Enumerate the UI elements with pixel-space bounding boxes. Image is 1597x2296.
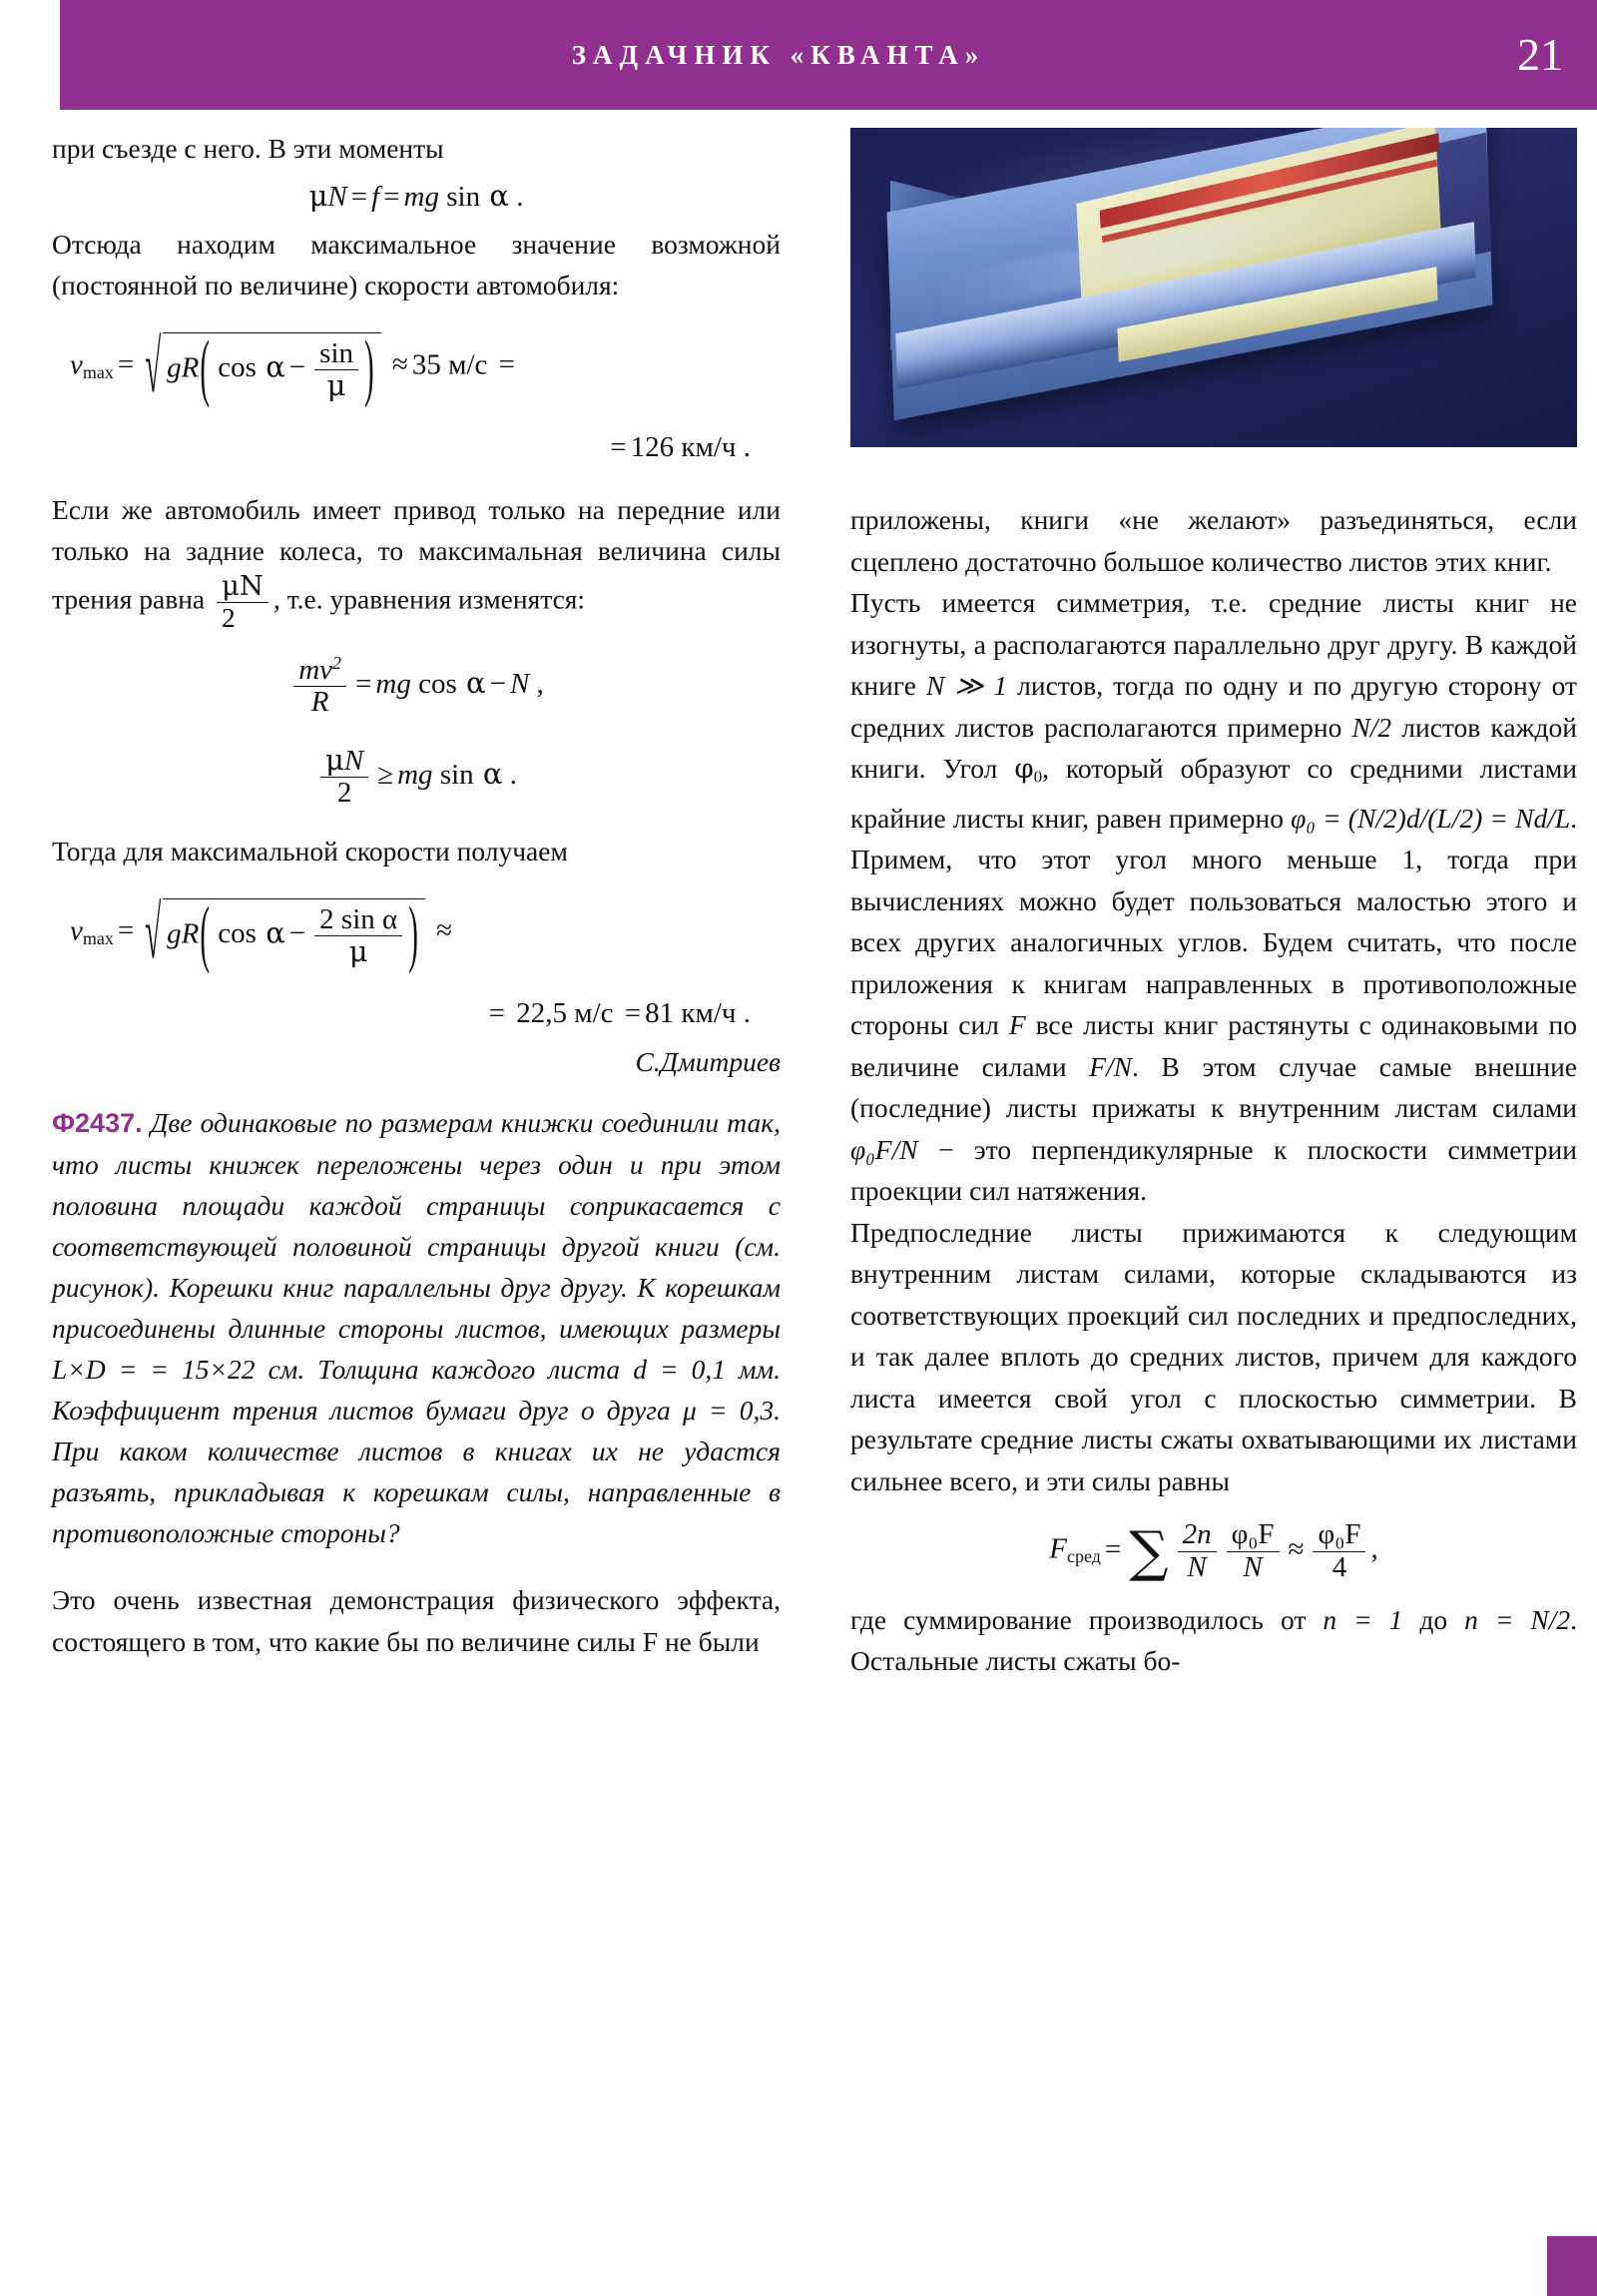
eq-max-subscript: max xyxy=(82,361,114,382)
para2-text-a: Пусть имеется симметрия, т.е. средние листы книг не изогнуты, а располагаются параллельно друг другу. В каждой книге xyxy=(850,587,1577,701)
equation-mv2-over-R xyxy=(52,654,781,719)
paragraph-symmetry-assumption xyxy=(850,582,1577,1212)
inline-fraction-num: μN xyxy=(217,572,268,603)
sqrt-group-1 xyxy=(145,324,380,410)
para2-text-h: − это перпендикулярные к плоскости симметрии проекции сил натяжения. xyxy=(850,1133,1577,1207)
paragraph-books-do-not-separate: приложены, книги «не желают» разъединяться, если сцеплено достаточно большое количество листов этих книг. xyxy=(850,504,1577,577)
equation-vmax-1 xyxy=(52,324,781,410)
fraction-num-mv2 xyxy=(293,654,346,687)
para2-phi0-formula: φ₀ = (N/2)d/(L/2) = Nd/L xyxy=(1291,802,1571,834)
fraction-den-N-2: N xyxy=(1243,1550,1263,1583)
right-text-column xyxy=(850,499,1577,1682)
eq5-approx: ≈ xyxy=(436,914,453,947)
eq-unit-ms: м/с xyxy=(448,348,488,381)
eq4-period: . xyxy=(509,758,517,791)
eq5b-value-2: 81 xyxy=(645,997,675,1030)
eq4-N: N xyxy=(343,744,364,777)
paragraph-penultimate-sheets: Предпоследние листы прижимаются к следующим внутренним листам силами, которые складываются из соответствующих проекций сил последних и предпоследних, и так далее вплоть до средних листов, причем для каждого листа имеется свой угол с плоскостью симметрии. В результате средние листы сжаты охватывающими их листами сильнее всего, и эти силы равны xyxy=(850,1216,1577,1496)
problem-id-label: Ф2437. xyxy=(52,1108,143,1139)
fraction-sin-alpha-over-mu xyxy=(314,338,358,402)
eq5-v: v xyxy=(70,914,83,947)
para2-text-g: . В этом случае самые внешние (последние) листы прижаты к внутренним листам силами xyxy=(850,1050,1577,1124)
eq-alpha: α xyxy=(489,178,509,213)
eq-mu: μ xyxy=(308,178,328,213)
para4-text-a: где суммирование производилось от xyxy=(850,1603,1324,1635)
left-text-column xyxy=(52,128,781,1662)
paragraph-solution-intro: Это очень известная демонстрация физического эффекта, состоящего в том, что какие бы по величине силы F не были xyxy=(52,1584,781,1657)
eq3-m: m xyxy=(298,654,320,687)
eq-N: N xyxy=(327,180,347,213)
fraction-den-mu: μ xyxy=(348,934,368,969)
fraction-den-R: R xyxy=(310,686,329,719)
eq4-mu: μ xyxy=(324,742,344,777)
eq-f: f xyxy=(371,180,380,213)
para2-text-c: листов каждой книги. Угол xyxy=(850,711,1577,784)
para4-n-equals-N-over-2: n = N/2 xyxy=(1464,1603,1571,1635)
fraction-num-muN xyxy=(320,742,368,778)
eq3-equals: = xyxy=(355,668,372,701)
eq-fsred-approx: ≈ xyxy=(1288,1532,1305,1565)
para4-n-equals-1: n = 1 xyxy=(1323,1603,1403,1635)
para2-phi-subscript: 0 xyxy=(1033,767,1043,787)
eq5b-equals: = xyxy=(488,997,506,1030)
para4-text-c: . Остальные листы сжаты бо- xyxy=(850,1603,1577,1677)
fraction-den-N: N xyxy=(1187,1550,1207,1583)
eq3-minus: − xyxy=(489,668,506,701)
equation-mu-N xyxy=(52,180,781,214)
para2-text-b: листов, тогда по одну и по другую сторону от средних листов располагаются примерно xyxy=(850,670,1578,743)
para4-text-b: до xyxy=(1402,1603,1465,1635)
paragraph-continuation: при съезде с него. В эти моменты xyxy=(52,133,444,164)
eq-approx: ≈ xyxy=(391,348,408,381)
para3-text-b: , т.е. уравнения изменятся: xyxy=(272,583,586,615)
eq3-N: N xyxy=(509,668,530,701)
eq2b-value: 126 xyxy=(630,431,675,464)
radicand-1 xyxy=(163,326,381,410)
fraction-den-4: 4 xyxy=(1331,1550,1347,1583)
eq-equals-trailing: = xyxy=(498,348,515,381)
eq-alpha-2: α xyxy=(266,349,285,384)
fraction-den-2: 2 xyxy=(336,777,352,809)
two-interleaved-books-photo xyxy=(850,128,1577,447)
eq-sin: sin xyxy=(446,180,481,213)
eq-fsred-comma: , xyxy=(1370,1532,1378,1565)
eq5b-unit-1: м/с xyxy=(574,997,614,1030)
eq-value-35: 35 xyxy=(411,348,441,381)
para2-text-f: все листы книг растянуты с одинаковыми по величине силами xyxy=(850,1009,1577,1082)
paragraph-max-speed-intro: Отсюда находим максимальное значение возможной (постоянной по величине) скорости автомобиля: xyxy=(52,228,781,301)
page-title: ЗАДАЧНИК «КВАНТА» xyxy=(571,40,986,70)
eq3-cos: cos xyxy=(418,668,457,701)
equation-225-ms-81-kmh xyxy=(52,997,781,1030)
eq3-exponent: 2 xyxy=(332,653,342,674)
fraction-num-2n: 2n xyxy=(1178,1519,1217,1551)
close-paren-icon-2: ) xyxy=(408,892,418,976)
para2-text-d: , который образуют со средними листами крайние листы книг, равен примерно xyxy=(850,753,1577,834)
fraction-phi0F-over-4 xyxy=(1313,1519,1365,1583)
eq4-sin: sin xyxy=(439,758,474,791)
radicand-2 xyxy=(163,892,425,976)
problem-statement xyxy=(52,1102,781,1553)
eq5-alpha: α xyxy=(266,915,285,950)
fraction-phi0F-over-N xyxy=(1227,1519,1280,1583)
fraction-numerator: sin xyxy=(314,338,358,370)
para2-F-symbol: F xyxy=(1008,1009,1026,1041)
fraction-num-phi0F: φ₀F xyxy=(1227,1519,1280,1551)
para2-N-over-2: N/2 xyxy=(1351,711,1392,743)
eq5-cos: cos xyxy=(218,917,257,950)
eq5-gR: gR xyxy=(167,917,200,950)
paragraph-front-rear-drive xyxy=(52,489,781,632)
eq3-alpha: α xyxy=(466,666,486,701)
para2-F-over-N: F/N xyxy=(1089,1050,1132,1082)
eq-equals: = xyxy=(117,348,135,381)
eq-fsred-subscript: сред xyxy=(1067,1546,1101,1567)
eq-fsred-equals: = xyxy=(1104,1532,1122,1565)
eq5b-value-1: 22,5 xyxy=(516,997,568,1030)
eq4-geq: ≥ xyxy=(377,758,394,791)
fraction-muN-over-2 xyxy=(320,742,368,810)
para3-text-a: Если же автомобиль имеет привод только на передние или только на задние колеса, то максимальная величина силы трения равна xyxy=(52,493,781,615)
equation-126-kmh xyxy=(52,431,781,464)
eq5b-period: . xyxy=(743,997,751,1030)
fraction-2sinalpha-over-mu xyxy=(314,904,402,968)
eq5b-equals-2: = xyxy=(624,997,642,1030)
page-number: 21 xyxy=(1517,29,1563,80)
equation-F-sred xyxy=(850,1519,1577,1583)
eq2b-unit: км/ч xyxy=(681,431,737,464)
eq-equals-1: = xyxy=(350,180,368,213)
eq5-minus: − xyxy=(288,917,306,950)
paragraph-then-max-speed: Тогда для максимальной скорости получаем xyxy=(52,836,568,867)
eq-period: . xyxy=(516,180,524,213)
author-signature: С.Дмитриев xyxy=(635,1045,781,1077)
para2-N-much-greater: N ≫ 1 xyxy=(926,670,1008,701)
open-paren-icon: ( xyxy=(200,326,211,410)
radical-sign-icon: √ xyxy=(145,324,162,408)
eq-fsred-F: F xyxy=(1049,1532,1068,1565)
eq3-comma: , xyxy=(536,668,544,701)
sqrt-group-2 xyxy=(145,890,424,976)
fraction-num-phi0F-2: φ₀F xyxy=(1313,1519,1365,1551)
equation-vmax-2 xyxy=(52,890,781,976)
fraction-num-2sin: 2 sin α xyxy=(314,904,402,936)
eq2b-period: . xyxy=(743,431,751,464)
eq-minus: − xyxy=(288,351,306,384)
para2-text-e: . Примем, что этот угол много меньше 1, тогда при вычислениях можно будет пользоваться малостью этого и всех других аналогичных углов. Будем считать, что после приложения к книгам направленных в противоположные стороны сил xyxy=(850,802,1578,1041)
para2-phi-symbol: φ xyxy=(1014,753,1034,785)
close-paren-icon: ) xyxy=(364,326,374,410)
summation-sigma-icon: ∑ xyxy=(1129,1518,1169,1583)
fraction-2n-over-N xyxy=(1178,1519,1217,1583)
inline-fraction-muN-over-2 xyxy=(217,569,268,633)
eq5-equals: = xyxy=(117,914,135,947)
eq3-mg: mg xyxy=(375,668,411,701)
eq2b-equals: = xyxy=(610,431,627,464)
open-paren-icon-2: ( xyxy=(200,892,211,976)
eq4-alpha: α xyxy=(482,756,503,791)
problem-statement-text: Две одинаковые по размерам книжки соединили так, что листы книжек переложены через один и при этом половина площади каждой страницы соприкасается с соответствующей половиной страницы другой книги (см. рисунок). Корешки книг параллельны друг другу. К корешкам присоединены длинные стороны листов, имеющих размеры L×D = = 15×22 см. Толщина каждого листа d = 0,1 мм. Коэффициент трения листов бумаги друг о друга μ = 0,3. При каком количестве листов в книгах их не удастся разъять, прикладывая к корешкам силы, направленные в противоположные стороны? xyxy=(52,1107,781,1549)
eq-v: v xyxy=(70,348,83,381)
page-header-banner xyxy=(60,0,1597,110)
eq4-mg: mg xyxy=(397,758,433,791)
para2-phi0-F-over-N: φ₀F/N xyxy=(850,1133,918,1165)
eq3-v: v xyxy=(319,654,333,687)
paragraph-summation-range xyxy=(850,1599,1577,1682)
equation-muN-over-2-geq xyxy=(52,742,781,810)
eq-gR: gR xyxy=(167,351,200,384)
eq-cos: cos xyxy=(218,351,257,384)
eq5b-unit-2: км/ч xyxy=(681,997,737,1030)
eq-mg: mg xyxy=(403,180,439,213)
eq5-max-subscript: max xyxy=(82,927,114,948)
bottom-corner-mark xyxy=(1547,2236,1597,2296)
fraction-denominator: μ xyxy=(326,368,346,403)
eq-equals-2: = xyxy=(383,180,400,213)
inline-fraction-den: 2 xyxy=(222,601,236,633)
radical-sign-icon-2: √ xyxy=(145,890,162,974)
fraction-mv2-over-R xyxy=(293,654,346,719)
